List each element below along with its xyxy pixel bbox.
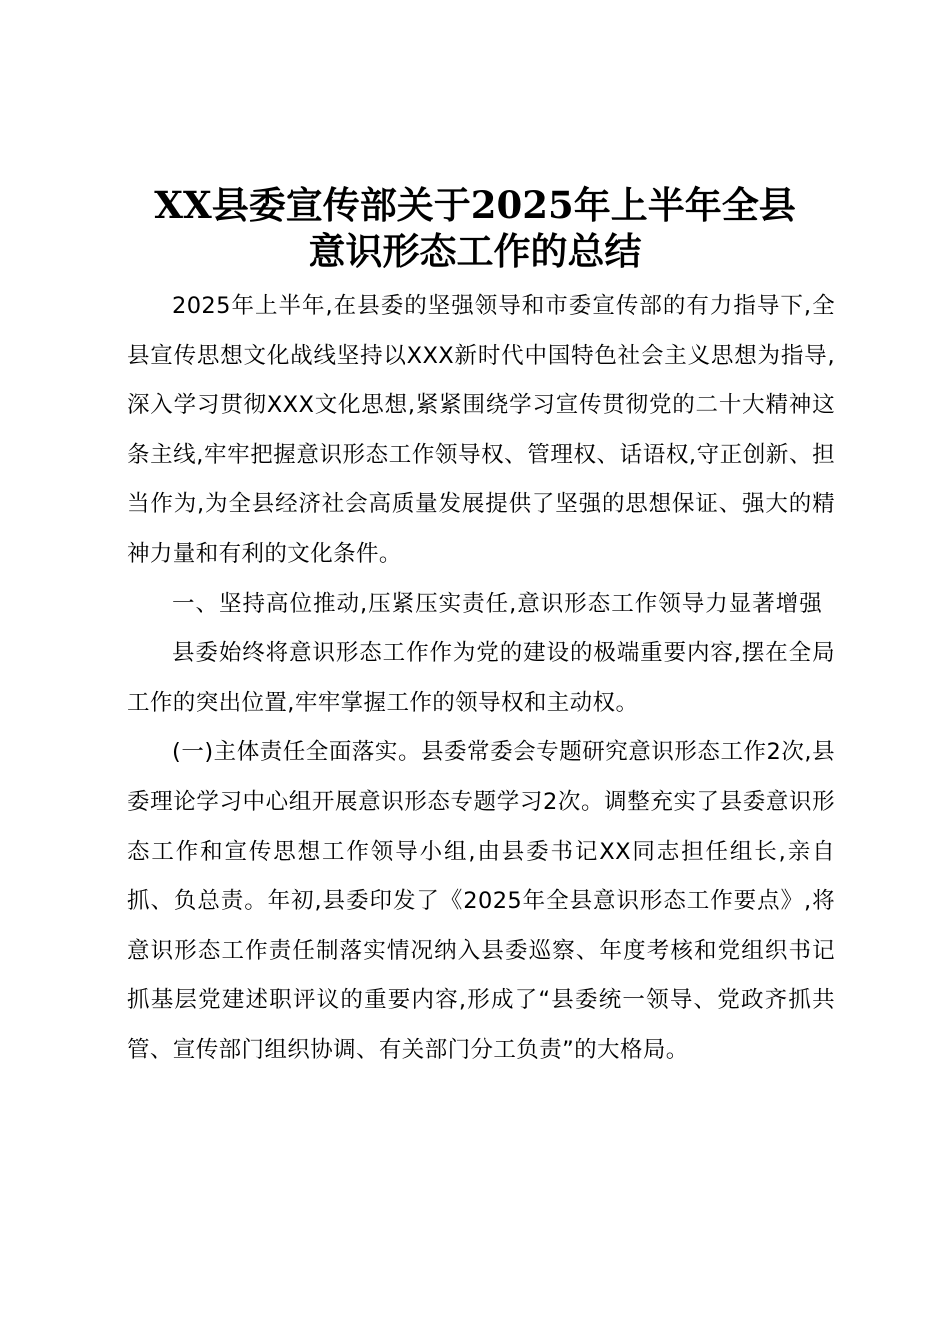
intro-paragraph: 2025年上半年,在县委的坚强领导和市委宣传部的有力指导下,全县宣传思想文化战线坚持以XXX新时代中国特色社会主义思想为指导,深入学习贯彻XXX文化思想,紧紧围绕学习宣传贯彻党的二十大精神这条主线,牢牢把握意识形态工作领导权、管理权、话语权,守正创新、担当作为,为全县经济社会高质量发展提供了坚强的思想保证、强大的精神力量和有利的文化条件。 [127, 293, 835, 567]
document-title [100, 182, 850, 274]
title-line-1: XX县委宣传部关于2025年上半年全县 [154, 183, 796, 227]
section-heading-1: 一、坚持高位推动,压紧压实责任,意识形态工作领导力显著增强 [172, 590, 823, 617]
document-body [127, 282, 835, 1076]
section-1-paragraph: 县委始终将意识形态工作作为党的建设的极端重要内容,摆在全局工作的突出位置,牢牢掌握工作的领导权和主动权。 [127, 640, 835, 716]
title-line-2: 意识形态工作的总结 [308, 229, 642, 273]
subsection-1-paragraph: (一)主体责任全面落实。县委常委会专题研究意识形态工作2次,县委理论学习中心组开展意识形态专题学习2次。调整充实了县委意识形态工作和宣传思想工作领导小组,由县委书记XX同志担任组长,亲自抓、负总责。年初,县委印发了《2025年全县意识形态工作要点》,将意识形态工作责任制落实情况纳入县委巡察、年度考核和党组织书记抓基层党建述职评议的重要内容,形成了“县委统一领导、党政齐抓共管、宣传部门组织协调、有关部门分工负责”的大格局。 [127, 739, 835, 1063]
